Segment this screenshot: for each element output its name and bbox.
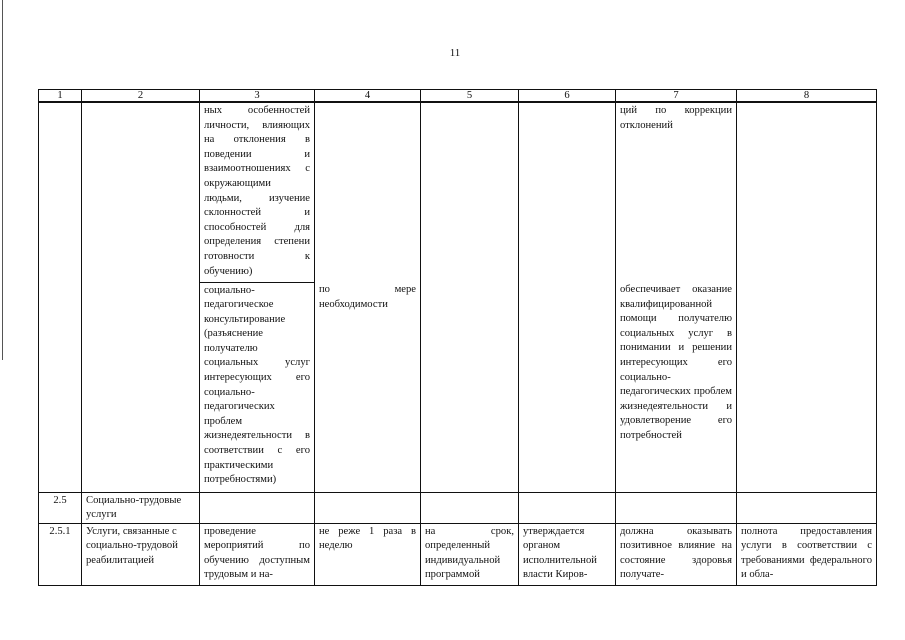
section-title-cell: Социально-трудовые услуги: [82, 492, 200, 523]
table-cell: [616, 492, 737, 523]
scan-margin-line: [2, 0, 3, 360]
service-description-cell: проведение мероприятий по обучению доступным трудовым и на-: [200, 523, 315, 585]
column-header-5: 5: [421, 90, 519, 103]
quality-indicator-cell: обеспечивает оказание квалифицированной помощи получателю социальных услуг в понимании и решении интересующих его социально-педагогических проблем жизнедеятельности и удовлетворение его потребностей: [616, 282, 737, 492]
item-number-cell: 2.5.1: [39, 523, 82, 585]
table-cell: [519, 492, 616, 523]
column-header-6: 6: [519, 90, 616, 103]
table-row: [39, 102, 877, 282]
table-cell: [519, 102, 616, 492]
column-header-2: 2: [82, 90, 200, 103]
service-description-cell: социально-педагогическое консультирование (разъяснение получателю социальных услуг интересующих его социально-педагогических проблем жизнедеятельности в соответствии с его практическими потребностями): [200, 282, 315, 492]
table-cell: [315, 492, 421, 523]
table-cell: [82, 102, 200, 492]
cost-cell: утверждается органом исполнительной власти Киров-: [519, 523, 616, 585]
table-row: [39, 523, 877, 585]
frequency-cell: не реже 1 раза в неделю: [315, 523, 421, 585]
table-cell: [737, 102, 877, 492]
table-cell: [421, 102, 519, 492]
table-row: [39, 492, 877, 523]
column-header-4: 4: [315, 90, 421, 103]
frequency-cell: по мере необходимости: [315, 282, 421, 492]
page-number: 11: [449, 47, 461, 59]
table-cell: [737, 492, 877, 523]
assessment-cell: полнота предоставления услуги в соответствии с требованиями федерального и обла-: [737, 523, 877, 585]
table-cell: [200, 492, 315, 523]
services-table: [38, 89, 877, 586]
table-cell: [421, 492, 519, 523]
term-cell: на срок, определенный индивидуальной программой: [421, 523, 519, 585]
quality-indicator-cell: должна оказывать позитивное влияние на состояние здоровья получате-: [616, 523, 737, 585]
column-header-1: 1: [39, 90, 82, 103]
section-number-cell: 2.5: [39, 492, 82, 523]
column-header-7: 7: [616, 90, 737, 103]
table-cell: [39, 102, 82, 492]
service-name-cell: Услуги, связанные с социально-трудовой реабилитацией: [82, 523, 200, 585]
quality-indicator-cell: ций по коррекции отклонений: [616, 102, 737, 282]
column-header-8: 8: [737, 90, 877, 103]
column-number-row: [39, 90, 877, 103]
service-description-cell: ных особенностей личности, влияющих на отклонения в поведении и взаимоотношениях с окружающими людьми, изучение склонностей и способностей для определения степени готовности к обучению): [200, 102, 315, 282]
table-cell: [315, 102, 421, 282]
column-header-3: 3: [200, 90, 315, 103]
